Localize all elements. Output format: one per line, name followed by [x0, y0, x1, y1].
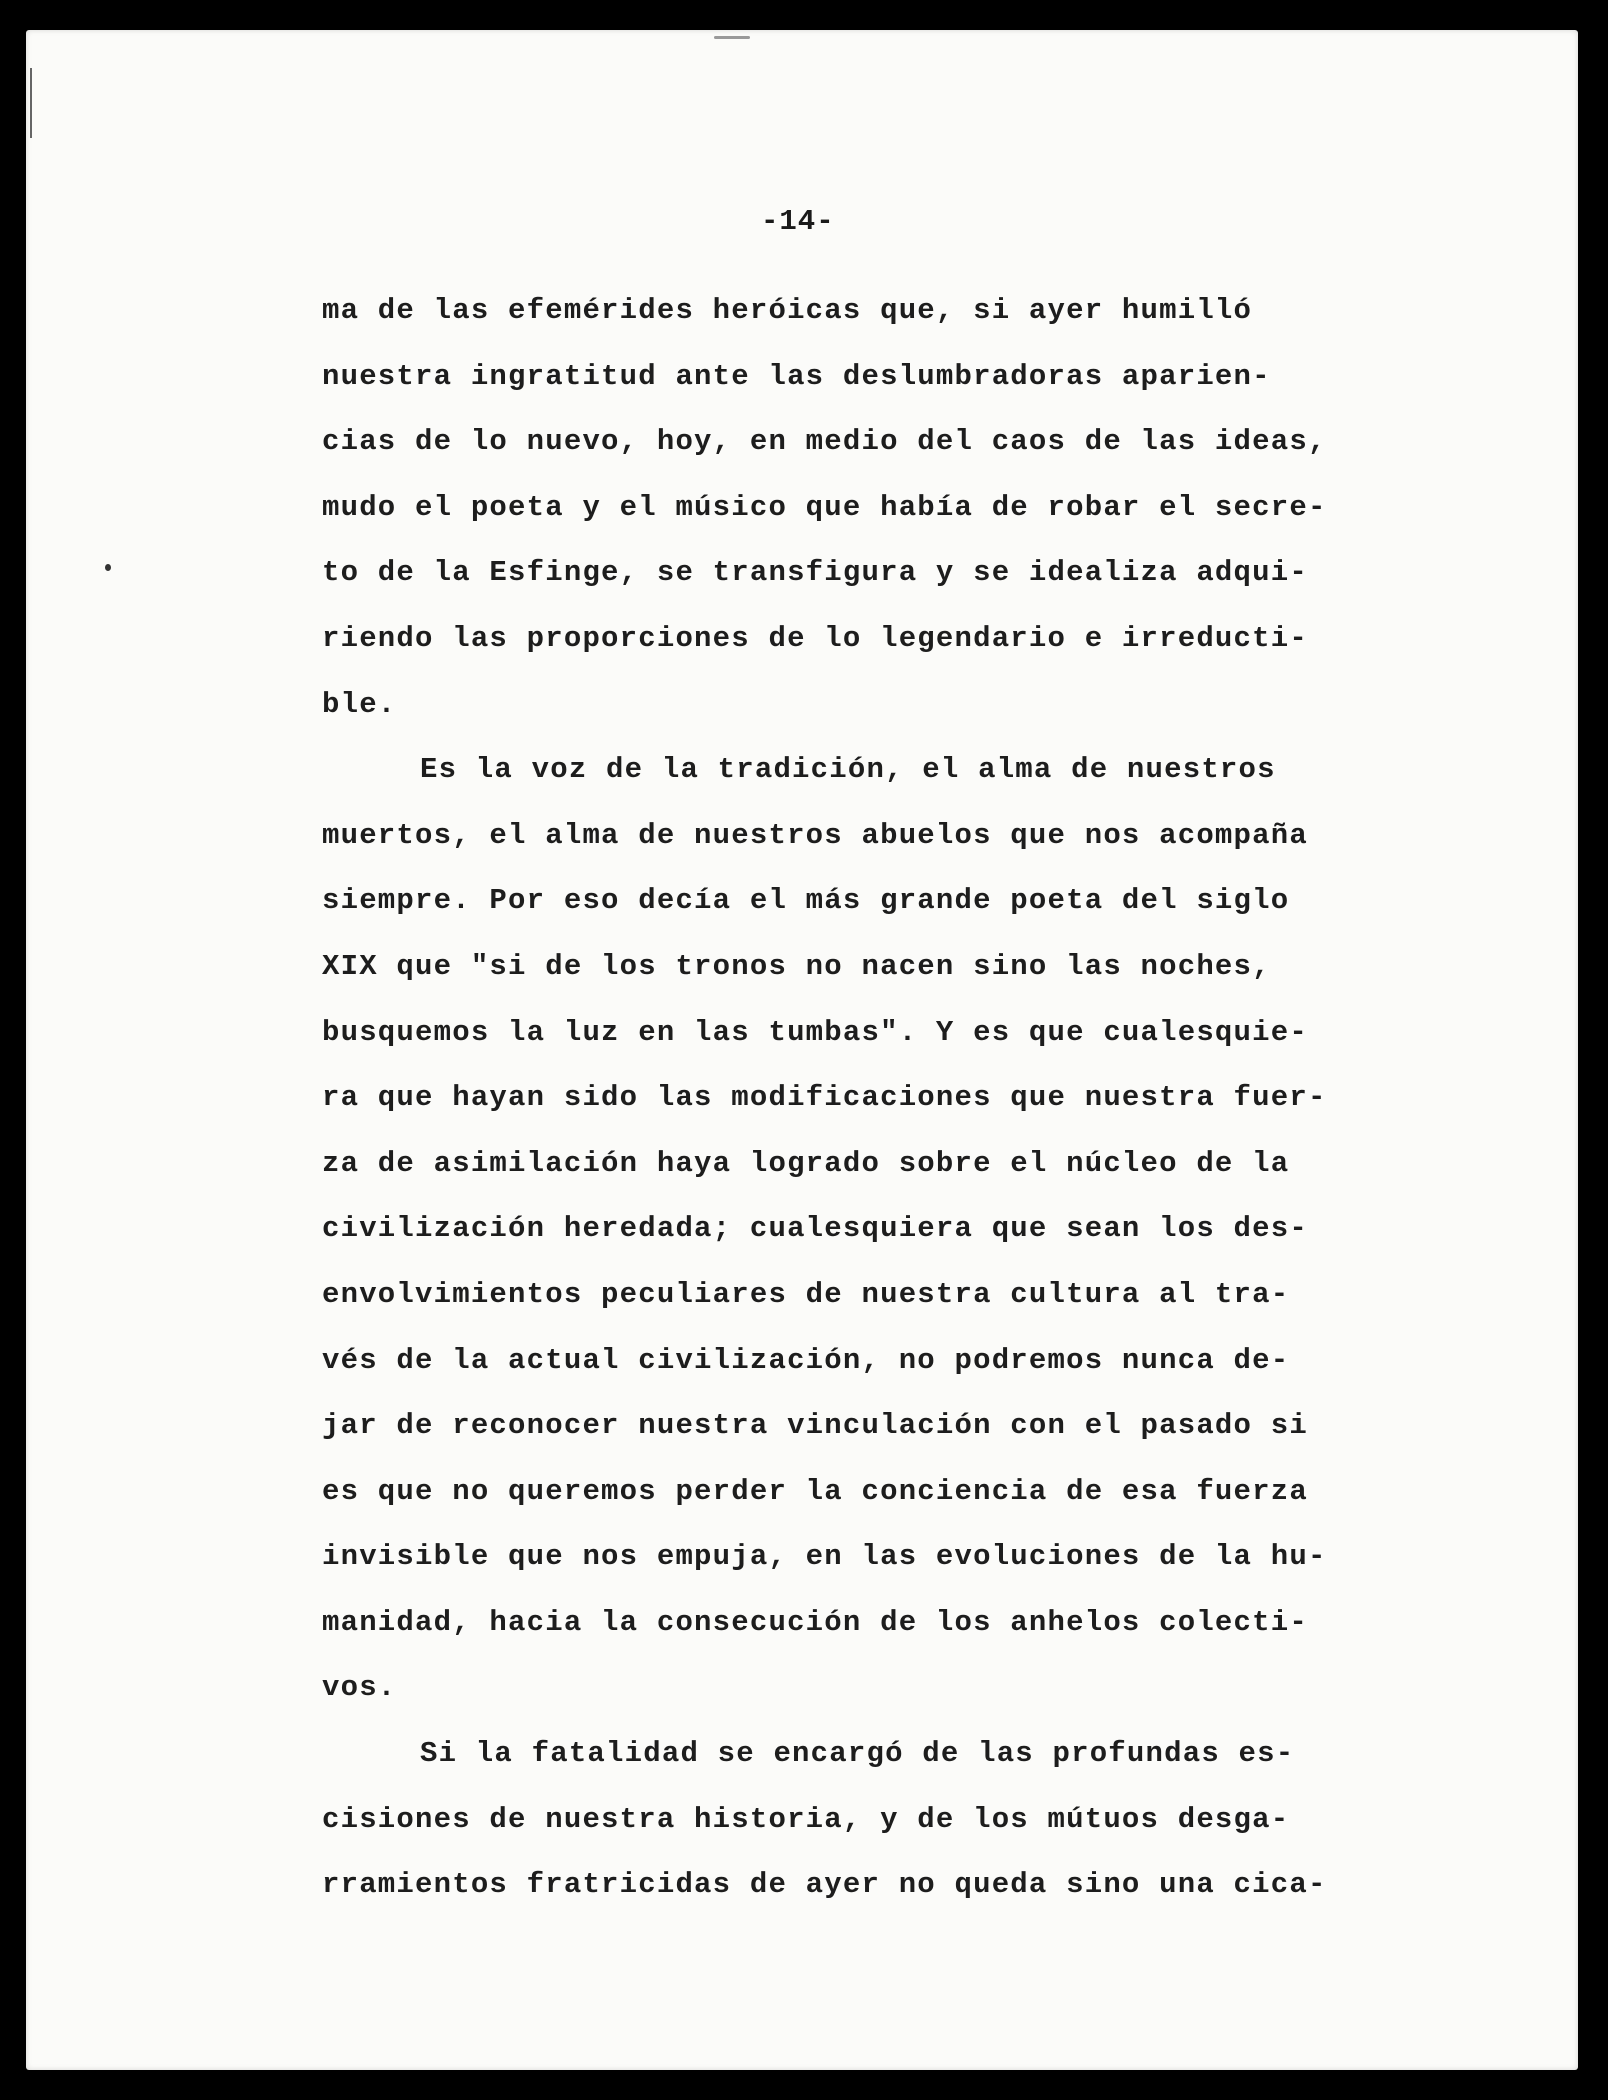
- text-line: es que no queremos perder la conciencia de esa fuerza: [322, 1474, 1308, 1508]
- text-line: vés de la actual civilización, no podremos nunca de-: [322, 1343, 1290, 1377]
- page-number: -14-: [761, 205, 835, 238]
- text-line: invisible que nos empuja, en las evoluciones de la hu-: [322, 1540, 1327, 1574]
- document-page: [26, 30, 1578, 2070]
- text-line: riendo las proporciones de lo legendario e irreducti-: [322, 621, 1308, 655]
- text-line: cisiones de nuestra historia, y de los mútuos desga-: [322, 1802, 1290, 1836]
- text-line: mudo el poeta y el músico que había de robar el secre-: [322, 490, 1327, 524]
- text-line: XIX que "si de los tronos no nacen sino las noches,: [322, 949, 1271, 983]
- body-text: [322, 278, 1382, 1918]
- top-ink-mark: [714, 36, 750, 39]
- text-line: muertos, el alma de nuestros abuelos que nos acompaña: [322, 818, 1308, 852]
- text-line: jar de reconocer nuestra vinculación con el pasado si: [322, 1409, 1308, 1443]
- text-line: nuestra ingratitud ante las deslumbradoras aparien-: [322, 359, 1271, 393]
- text-line: civilización heredada; cualesquiera que sean los des-: [322, 1212, 1308, 1246]
- text-line: za de asimilación haya logrado sobre el núcleo de la: [322, 1146, 1290, 1180]
- left-margin-rule: [30, 68, 32, 138]
- text-line: vos.: [322, 1671, 397, 1705]
- text-line: envolvimientos peculiares de nuestra cultura al tra-: [322, 1277, 1290, 1311]
- text-line: siempre. Por eso decía el más grande poeta del siglo: [322, 884, 1290, 918]
- paragraph-start-line: Es la voz de la tradición, el alma de nuestros: [420, 753, 1276, 787]
- text-line: ra que hayan sido las modificaciones que nuestra fuer-: [322, 1081, 1327, 1115]
- text-line: ble.: [322, 687, 397, 721]
- paragraph-start-line: Si la fatalidad se encargó de las profundas es-: [420, 1737, 1295, 1771]
- text-line: manidad, hacia la consecución de los anhelos colecti-: [322, 1605, 1308, 1639]
- text-line: cias de lo nuevo, hoy, en medio del caos de las ideas,: [322, 425, 1327, 459]
- text-line: to de la Esfinge, se transfigura y se idealiza adqui-: [322, 556, 1308, 590]
- text-line: rramientos fratricidas de ayer no queda sino una cica-: [322, 1868, 1327, 1902]
- ink-dot: [105, 564, 111, 571]
- text-line: ma de las efemérides heróicas que, si ayer humilló: [322, 294, 1253, 327]
- text-line: busquemos la luz en las tumbas". Y es que cualesquie-: [322, 1015, 1308, 1049]
